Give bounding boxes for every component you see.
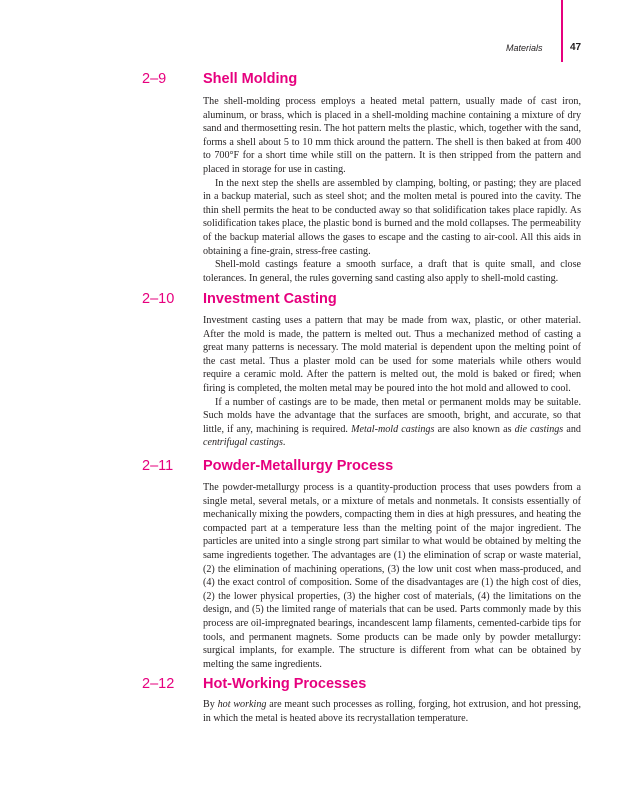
section-title: Powder-Metallurgy Process [203, 458, 394, 474]
paragraph [203, 698, 581, 725]
paragraph-text: . [282, 437, 286, 449]
section-body [203, 95, 581, 285]
paragraph-text: are meant such processes as rolling, forging, hot extrusion, and hot pressing, in which the metal is heated above its recrystallation temperature. [203, 699, 581, 724]
section-number: 2–9 [142, 71, 167, 87]
paragraph: Shell-mold castings feature a smooth surface, a draft that is quite small, and close tolerances. In general, the rules governing sand casting also apply to shell-mold casting. [203, 259, 581, 284]
paragraph-text: are also known as [434, 423, 515, 435]
emphasis: centrifugal castings [203, 437, 283, 449]
page-number: 47 [570, 42, 582, 53]
paragraph-text: If a number of castings are to be made, then metal or permanent molds may be suitable. Such molds have the advantage that the surfaces are smooth, bright, and accurate, so that little, if any, machining is required. [203, 396, 581, 435]
running-title: Materials [506, 43, 543, 53]
paragraph-text: By [203, 699, 218, 710]
paragraph: Investment casting uses a pattern that may be made from wax, plastic, or other material. After the mold is made, the pattern is melted out. Thus a mechanized method of casting a great many patterns is necessary. The mold material is dependent upon the melting point of the cast metal. Thus a plaster mold can be used for some materials while others would require a ceramic mold. After the pattern is melted out, the mold is baked or fired; when firing is completed, the molten metal may be poured into the hot mold and allowed to cool. [203, 315, 581, 394]
header-rule [561, 0, 563, 62]
section-title: Hot-Working Processes [203, 676, 367, 692]
paragraph: The powder-metallurgy process is a quantity-production process that uses powders from a single metal, several metals, or a mixture of metals and nonmetals. It consists essentially of mechanically mixing the powders, compacting them in dies at high pressures, and heating the compacted part at a temperature less than the melting point of the major ingredient. The particles are united into a single strong part similar to what would be obtained by melting the same ingredients together. The advantages are (1) the elimination of scrap or waste material, (2) the elimination of machining operations, (3) the low unit cost when mass-produced, and (4) the exact control of composition. Some of the disadvantages are (1) the high cost of dies, (2) the lower physical properties, (3) the higher cost of materials, (4) the limitations on the design, and (5) the limited range of materials that can be used. Parts commonly made by this process are oil-impregnated bearings, incandescent lamp filaments, cemented-carbide tips for tools, and permanent magnets. Some products can be made only by powder metallurgy: surgical implants, for example. The structure is different from what can be obtained by melting the same ingredients. [203, 482, 581, 670]
section-body [203, 314, 581, 450]
emphasis: die castings [514, 423, 564, 435]
section-number: 2–10 [142, 291, 175, 307]
section-body [203, 481, 581, 671]
emphasis: Metal-mold castings [351, 423, 435, 435]
paragraph: The shell-molding process employs a heated metal pattern, usually made of cast iron, aluminum, or brass, which is placed in a shell-molding machine containing a mixture of dry sand and thermosetting resin. The hot pattern melts the plastic, which, together with the sand, forms a shell about 5 to 10 mm thick around the pattern. The shell is then baked at from 400 to 700°F for a short time while still on the pattern. It is then stripped from the pattern and placed in storage for use in casting. [203, 96, 581, 175]
section-body [203, 698, 581, 725]
section-number: 2–12 [142, 676, 175, 692]
paragraph-text: and [563, 423, 581, 435]
paragraph [203, 396, 581, 450]
section-number: 2–11 [142, 458, 174, 474]
emphasis: hot working [217, 699, 267, 710]
paragraph: In the next step the shells are assembled by clamping, bolting, or pasting; they are placed in a backup material, such as steel shot; and the molten metal is poured into the cavity. The thin shell permits the heat to be conducted away so that solidification takes place rapidly. As solidification takes place, the plastic bond is burned and the mold collapses. The permeability of the backup material allows the gases to escape and the casting to air-cool. All this aids in obtaining a fine-grain, stress-free casting. [203, 177, 581, 257]
section-title: Investment Casting [203, 291, 337, 307]
section-title: Shell Molding [203, 71, 298, 87]
